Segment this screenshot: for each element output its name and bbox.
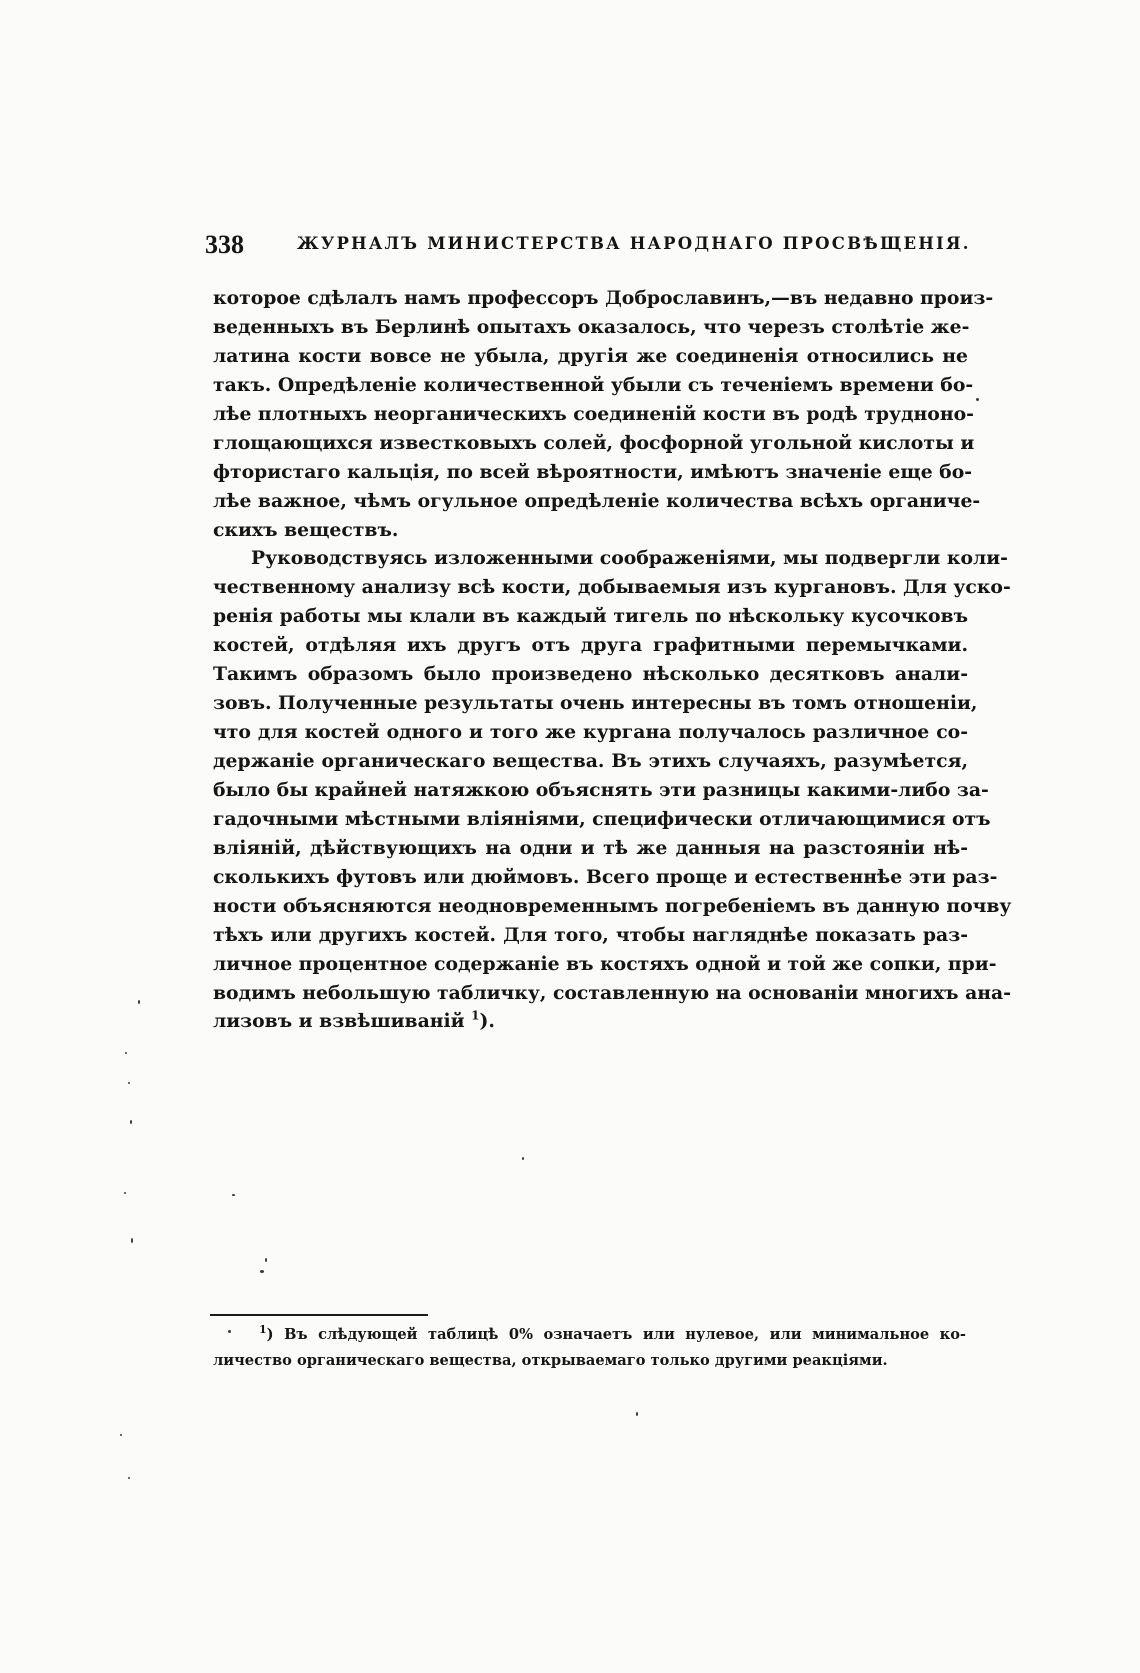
scan-speck: [124, 1192, 126, 1194]
text-line: сколькихъ футовъ или дюймовъ. Всего проще и естественнѣе эти раз-: [213, 865, 998, 888]
text-line: такъ. Опредѣленіе количественной убыли съ теченіемъ времени бо-: [213, 373, 974, 396]
text-line-final: [213, 1007, 968, 1036]
scan-speck: [131, 1238, 133, 1243]
text-line: фтористаго кальція, по всей вѣроятности, имѣютъ значеніе еще бо-: [213, 460, 973, 483]
scan-speck: [138, 1000, 140, 1004]
text-line: ности объясняются неодновременнымъ погребеніемъ въ данную почву: [213, 894, 1012, 917]
scan-speck: [130, 1120, 132, 1124]
scan-speck: [128, 1082, 130, 1084]
page-number: 338: [205, 230, 244, 259]
text-line: лизовъ и взвѣшиваній: [213, 1010, 465, 1033]
text-line: костей, отдѣляя ихъ другъ отъ друга графитными перемычками.: [213, 634, 968, 657]
footnote-reference: 1: [471, 1009, 480, 1024]
text-line: Такимъ образомъ было произведено нѣсколько десятковъ анали-: [213, 663, 968, 686]
scan-speck: [265, 1258, 267, 1262]
text-line: веденныхъ въ Берлинѣ опытахъ оказалось, что черезъ столѣтіе же-: [213, 315, 970, 338]
text-line: лѣе важное, чѣмъ огульное опредѣленіе количества всѣхъ органиче-: [213, 489, 981, 512]
scan-speck: [260, 1270, 264, 1273]
scan-speck: [232, 1194, 235, 1196]
text-line: зовъ. Полученные результаты очень интересны въ томъ отношеніи,: [213, 692, 978, 715]
footnote: [213, 1322, 966, 1374]
text-line: что для костей одного и того же кургана получалось различное со-: [213, 721, 968, 744]
scan-speck: [128, 1477, 130, 1479]
text-line: лѣе плотныхъ неорганическихъ соединеній кости въ родѣ трудноно-: [213, 402, 974, 425]
closing-punctuation: ).: [479, 1010, 495, 1033]
text-line: чественному анализу всѣ кости, добываемыя изъ кургановъ. Для уско-: [213, 576, 1011, 599]
scan-speck: [120, 1434, 122, 1436]
paragraph-2: [213, 544, 1012, 1036]
footnote-text: ) Въ слѣдующей таблицѣ 0% означаетъ или нулевое, или минимальное ко-: [266, 1326, 966, 1343]
text-line: вліяній, дѣйствующихъ на одни и тѣ же данныя на разстояніи нѣ-: [213, 836, 968, 859]
footnote-line: личество органическаго вещества, открываемаго только другими реакціями.: [213, 1352, 888, 1369]
paragraph-1: [213, 284, 994, 544]
text-line: которое сдѣлалъ намъ профессоръ Доброславинъ,—въ недавно произ-: [213, 287, 994, 309]
body-text: [213, 284, 1012, 1036]
text-line: ренія работы мы клали въ каждый тигель по нѣскольку кусочковъ: [213, 605, 968, 628]
text-line: скихъ веществъ.: [213, 518, 399, 541]
scan-speck: [636, 1412, 638, 1416]
scan-speck: [976, 398, 979, 401]
text-line: личное процентное содержаніе въ костяхъ одной и той же сопки, при-: [213, 952, 997, 975]
journal-title: ЖУРНАЛЪ МИНИСТЕРСТВА НАРОДНАГО ПРОСВѢЩЕНІЯ.: [297, 234, 971, 253]
text-line: Руководствуясь изложенными соображеніями, мы подвергли коли-: [251, 547, 1008, 570]
text-line: тѣхъ или другихъ костей. Для того, чтобы нагляднѣе показать раз-: [213, 923, 968, 946]
text-line: гадочными мѣстными вліяніями, специфически отличающимися отъ: [213, 807, 991, 830]
scan-speck: [522, 1157, 524, 1160]
footnote-divider: [210, 1314, 428, 1316]
text-line: латина кости вовсе не убыла, другія же соединенія относились не: [213, 344, 968, 367]
footnote-marker: 1: [259, 1323, 267, 1337]
scan-speck: [228, 1330, 231, 1333]
text-line: глощающихся известковыхъ солей, фосфорной угольной кислоты и: [213, 431, 975, 454]
text-line: было бы крайней натяжкою объяснять эти разницы какими-либо за-: [213, 778, 989, 801]
scan-speck: [125, 1052, 127, 1054]
footnote-line: [259, 1322, 966, 1348]
running-head: [205, 230, 971, 262]
text-line: водимъ небольшую табличку, составленную на основаніи многихъ ана-: [213, 981, 1012, 1004]
text-line: держаніе органическаго вещества. Въ этихъ случаяхъ, разумѣется,: [213, 750, 968, 772]
